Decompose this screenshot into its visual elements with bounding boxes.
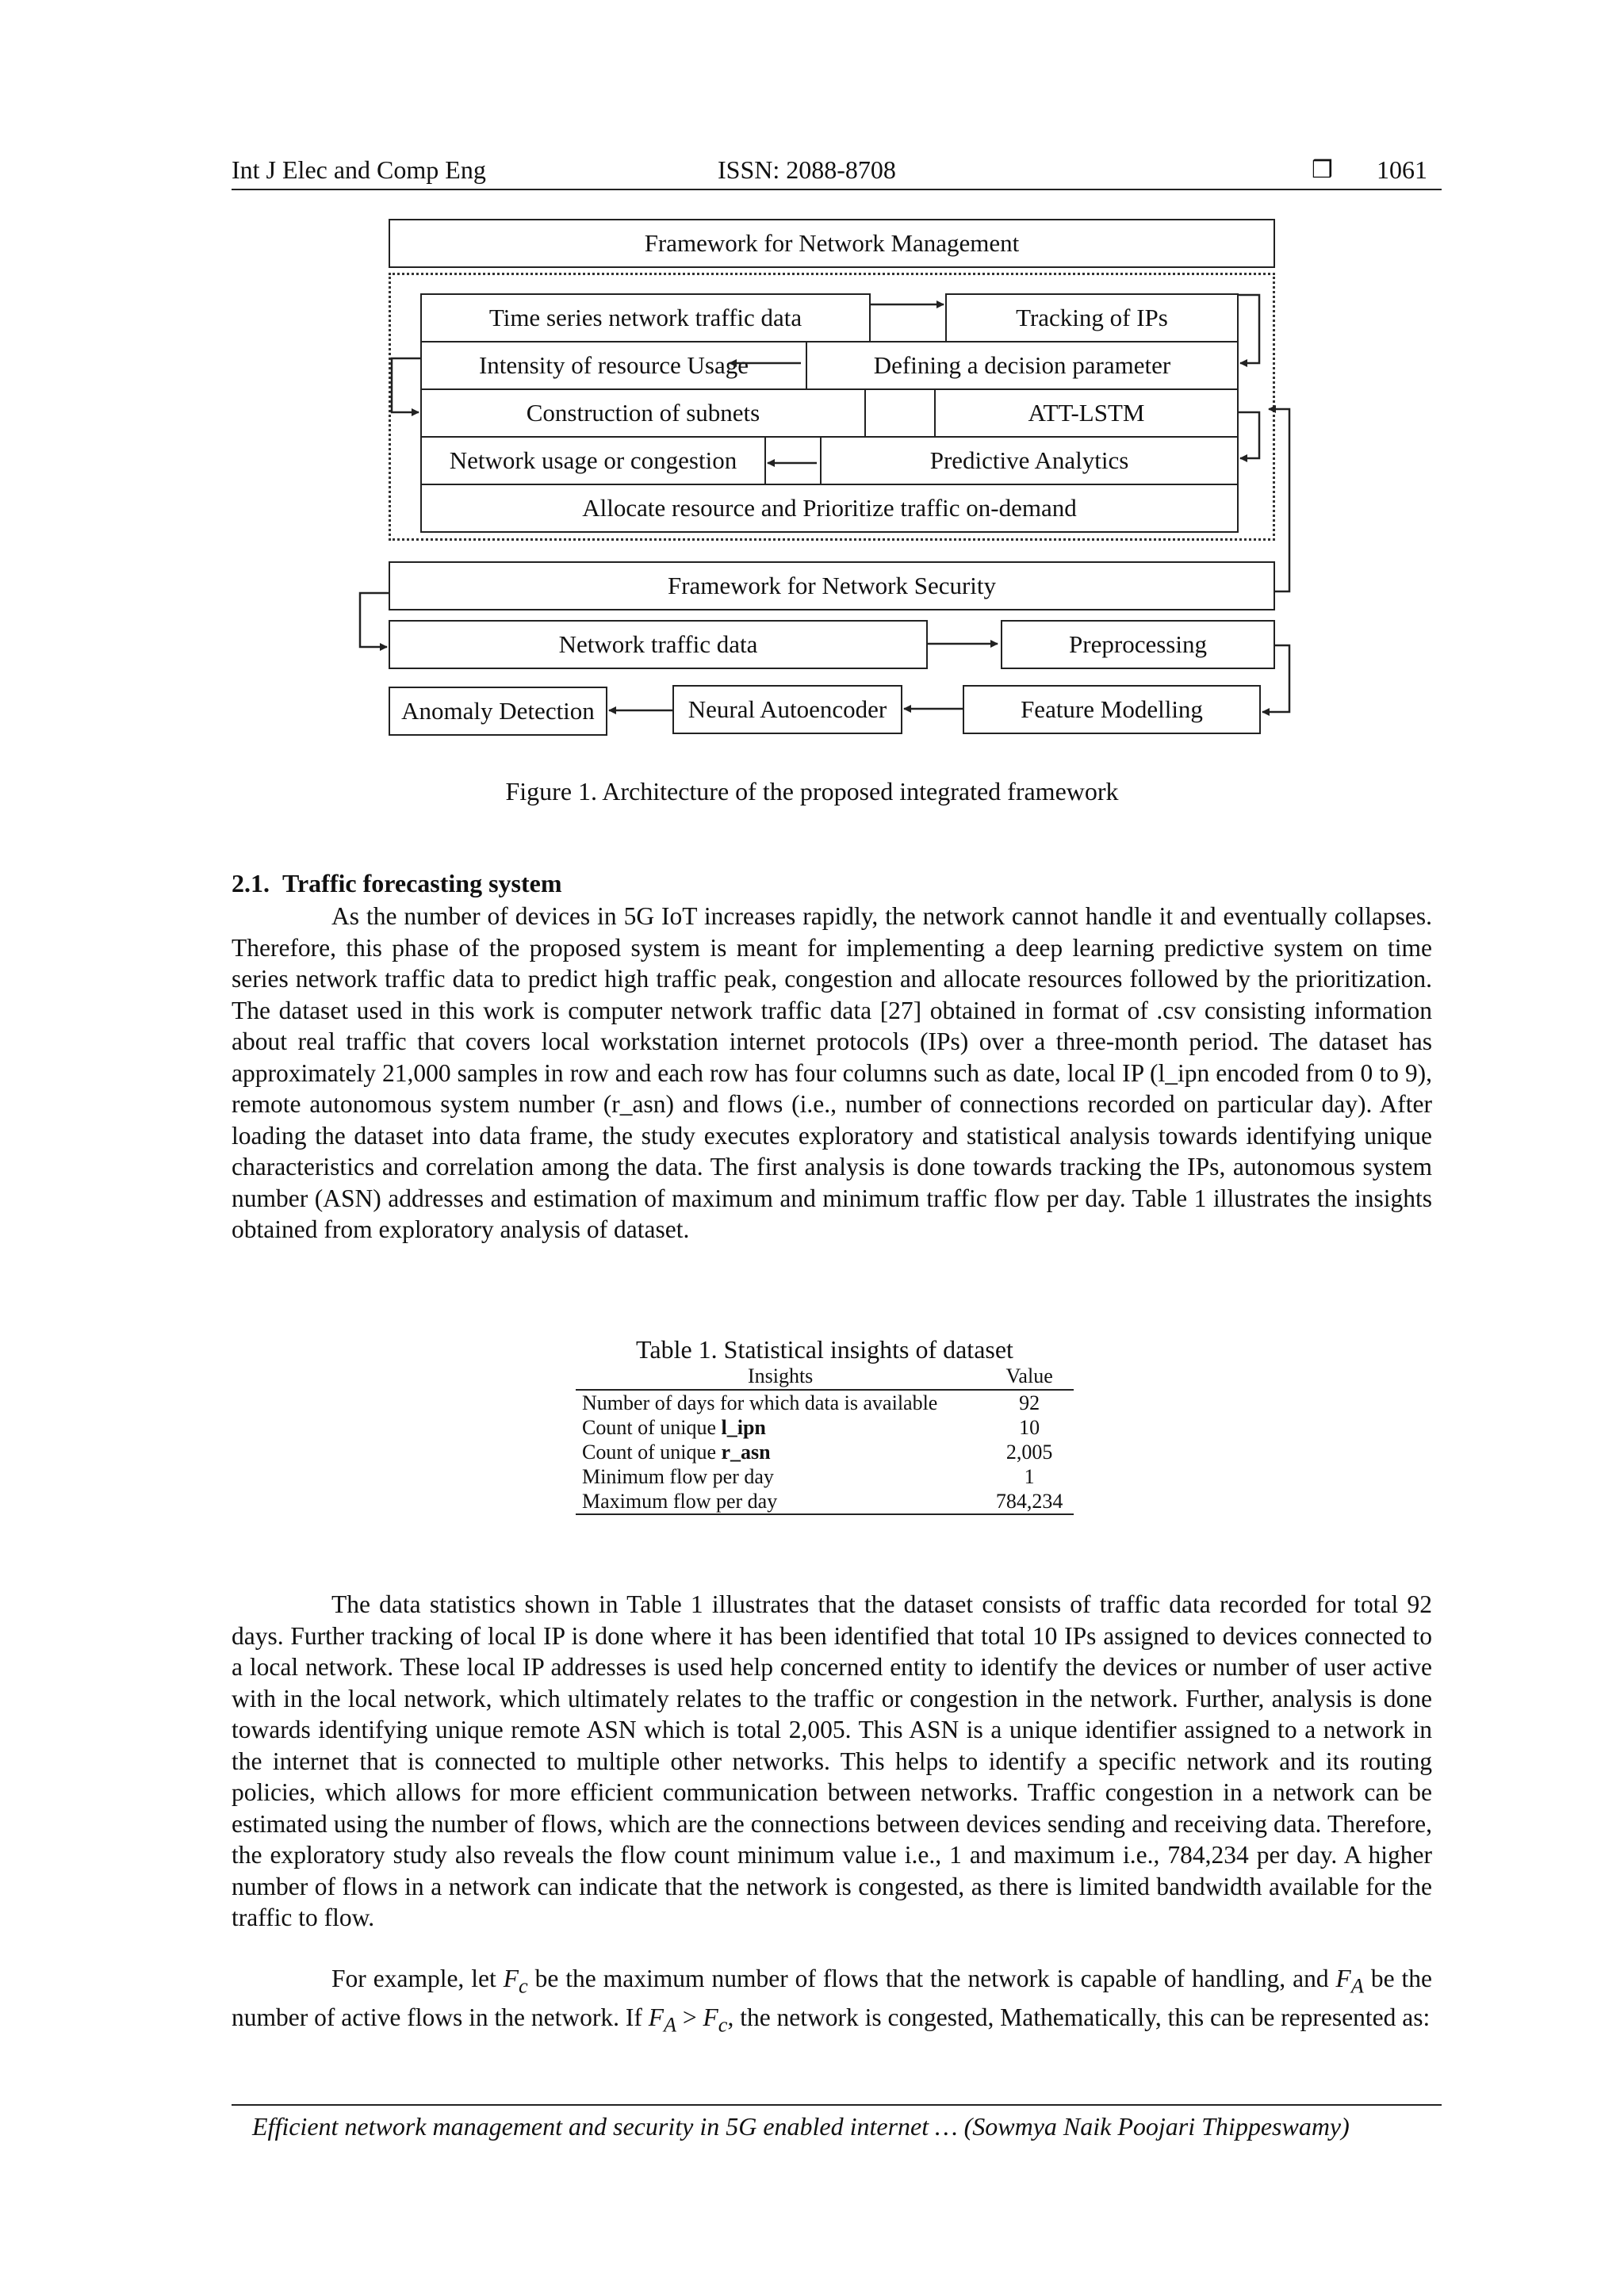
box-tracking-ips: Tracking of IPs — [945, 293, 1239, 342]
header-value: Value — [985, 1364, 1074, 1390]
paragraph-3: For example, let $F_c$ be the maximum number of flows that the network is capable of handling, and $F_A$ be the number of active flows in the network. If $F_A > F_c$, the network is congested, Mathematically, this can be represented as: — [232, 1965, 1432, 2037]
table-caption: Table 1. Statistical insights of dataset — [636, 1335, 1013, 1364]
box-att-lstm: ATT-LSTM — [934, 388, 1239, 438]
section-heading — [232, 869, 561, 898]
arrow-security-loop — [1269, 409, 1289, 591]
box-usage-congestion: Network usage or congestion — [420, 436, 766, 485]
page-number: 1061 — [1377, 155, 1427, 184]
table-row: Minimum flow per day 1 — [582, 1465, 1035, 1488]
box-framework-security: Framework for Network Security — [389, 561, 1275, 610]
box-decision-parameter: Defining a decision parameter — [806, 341, 1239, 390]
journal-name: Int J Elec and Comp Eng — [232, 155, 486, 184]
arrow-security-to-traffic — [360, 593, 389, 647]
table-row: Maximum flow per day 784,234 — [576, 1489, 1074, 1514]
table-header-row — [576, 1364, 1074, 1390]
box-subnets: Construction of subnets — [420, 388, 866, 438]
box-anomaly: Anomaly Detection — [389, 687, 607, 736]
box-traffic-data: Network traffic data — [389, 620, 928, 669]
math-fc: $F_c$ — [503, 1965, 528, 1998]
box-predictive: Predictive Analytics — [820, 436, 1239, 485]
paragraph-1: As the number of devices in 5G IoT increases rapidly, the network cannot handle it and eventually collapses. Therefore, this phase of the proposed system is meant for implementing a deep learning predictive system on time series network traffic data to predict high traffic peak, congestion and allocate resources followed by the prioritization. The dataset used in this work is computer network traffic data [27] obtained in format of .csv consisting information about real traffic that covers local workstation internet protocols (IPs) over a three-month period. The dataset has approximately 21,000 samples in row and each row has four columns such as date, local IP (l_ipn encoded from 0 to 9), remote autonomous system number (r_asn) and flows (i.e., number of connections recorded on particular day). After loading the dataset into data frame, the study executes exploratory and statistical analysis towards identifying unique characteristics and correlation among the data. The first analysis is done towards tracking the IPs, autonomous system number (ASN) addresses and estimation of maximum and minimum traffic flow per day. Table 1 illustrates the insights obtained from exploratory analysis of dataset. — [232, 902, 1432, 1243]
section-title: Traffic forecasting system — [282, 869, 562, 897]
header-insights: Insights — [576, 1364, 985, 1390]
figure-connectors — [0, 0, 1624, 793]
table-row: Count of unique r_asn 2,005 — [582, 1441, 1053, 1464]
stats-table — [576, 1364, 1074, 1515]
arrow-lstm-to-predictive — [1239, 412, 1259, 458]
section-number: 2.1. — [232, 869, 270, 897]
arrow-intensity-to-subnets — [392, 358, 420, 412]
box-preprocessing: Preprocessing — [1001, 620, 1275, 669]
box-allocate: Allocate resource and Prioritize traffic on-demand — [420, 484, 1239, 533]
paragraph-2: The data statistics shown in Table 1 illustrates that the dataset consists of traffic data recorded for total 92 days. Further tracking of local IP is done where it has been identified that total 10 IPs assigned to devices connected to a local network. These local IP addresses is used help concerned entity to identify the devices or number of user active with in the local network, which ultimately relates to the traffic or congestion in the network. Further, analysis is done towards identifying unique remote ASN which is total 2,005. This ASN is a unique identifier assigned to a network in the internet that is connected to multiple other networks. This helps to identify a specific network and its routing policies, which allows for more efficient communication between networks. Traffic congestion in a network can be estimated using the number of flows, which are the connections between devices sending and receiving data. Therefore, the exploratory study also reveals the flow count minimum value i.e., 1 and maximum i.e., 784,234 per day. A higher number of flows in a network can indicate that the network is congested, as there is limited bandwidth available for the traffic to flow. — [232, 1590, 1432, 1931]
table-row: Number of days for which data is available 92 — [582, 1391, 1040, 1414]
arrow-tracking-to-decision — [1239, 295, 1259, 363]
arrow-preprocessing-to-feature — [1262, 645, 1289, 712]
issn: ISSN: 2088-8708 — [718, 155, 896, 184]
box-time-series: Time series network traffic data — [420, 293, 871, 342]
box-glyph-icon: ❒ — [1312, 157, 1333, 183]
table-row: Count of unique l_ipn 10 — [582, 1416, 1040, 1439]
box-framework-management: Framework for Network Management — [389, 219, 1275, 268]
running-footer: Efficient network management and security in 5G enabled internet … (Sowmya Naik Poojari Thippeswamy) — [252, 2112, 1350, 2141]
box-autoencoder: Neural Autoencoder — [672, 685, 902, 734]
box-intensity: Intensity of resource Usage — [420, 341, 807, 390]
box-feature-modelling: Feature Modelling — [963, 685, 1261, 734]
math-fa: $F_A$ — [1335, 1965, 1364, 1998]
footer-rule — [232, 2104, 1442, 2106]
figure-caption: Figure 1. Architecture of the proposed integrated framework — [505, 777, 1119, 806]
